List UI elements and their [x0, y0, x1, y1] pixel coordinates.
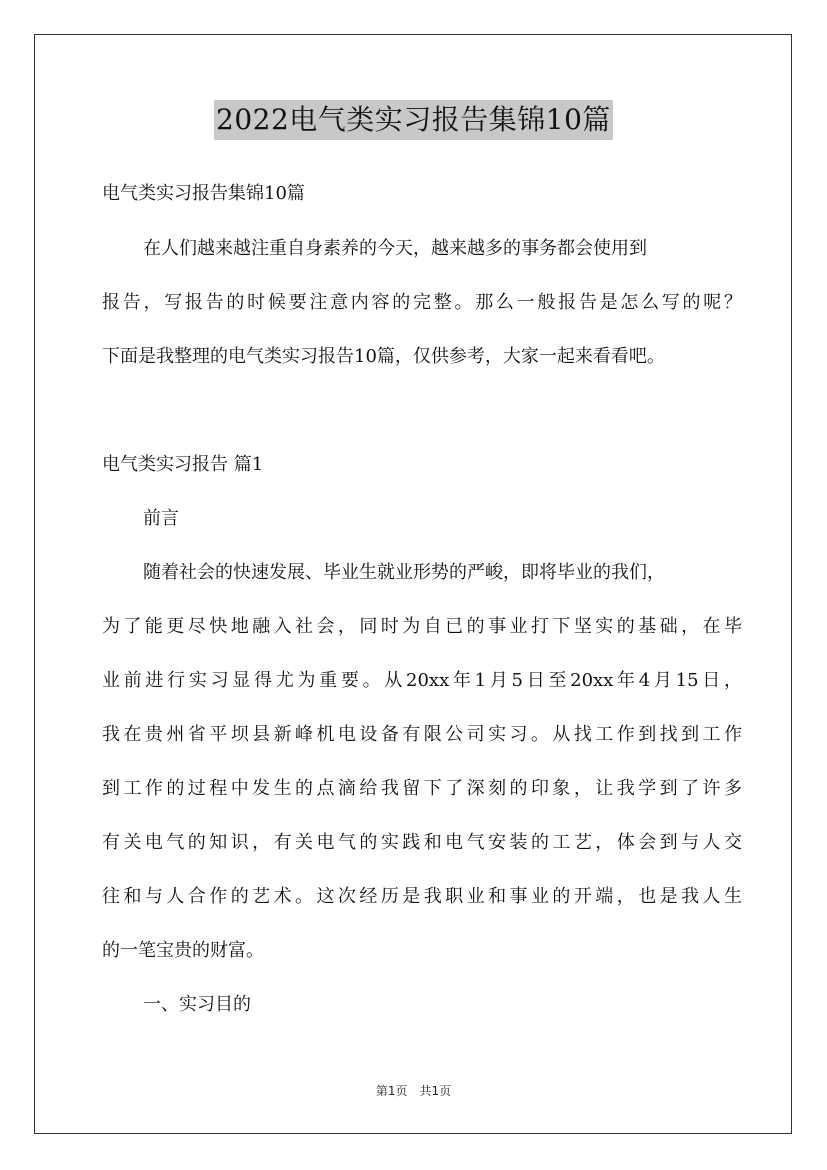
- document-subtitle: 电气类实习报告集锦10篇: [102, 183, 305, 204]
- preface-line-2: 为了能更尽快地融入社会，同时为自已的事业打下坚实的基础，在毕: [102, 616, 742, 637]
- page-footer: 第1页 共1页: [375, 1084, 452, 1098]
- title-container: [0, 100, 827, 140]
- preface-line-6: 有关电气的知识，有关电气的实践和电气安装的工艺，体会到与人交: [102, 832, 742, 853]
- intro-line-2: 报告，写报告的时候要注意内容的完整。那么一般报告是怎么写的呢？: [102, 292, 742, 313]
- section-heading: 电气类实习报告 篇1: [102, 454, 264, 475]
- preface-line-7: 往和与人合作的艺术。这次经历是我职业和事业的开端，也是我人生: [102, 886, 742, 907]
- preface-line-8: 的一笔宝贵的财富。: [102, 940, 264, 961]
- intro-line-1: 在人们越来越注重自身素养的今天，越来越多的事务都会使用到: [143, 238, 647, 259]
- preface-line-1: 随着社会的快速发展、毕业生就业形势的严峻，即将毕业的我们，: [143, 562, 665, 583]
- preface-line-4: 我在贵州省平坝县新峰机电设备有限公司实习。从找工作到找到工作: [102, 724, 742, 745]
- preface-line-5: 到工作的过程中发生的点滴给我留下了深刻的印象，让我学到了许多: [102, 778, 742, 799]
- intro-line-3: 下面是我整理的电气类实习报告10篇，仅供参考，大家一起来看看吧。: [102, 346, 665, 367]
- preface-heading: 前言: [143, 508, 179, 529]
- preface-line-3: 业前进行实习显得尤为重要。从20xx年1月5日至20xx年4月15日，: [102, 670, 742, 691]
- purpose-heading: 一、实习目的: [143, 994, 251, 1015]
- document-title: 2022电气类实习报告集锦10篇: [214, 100, 613, 140]
